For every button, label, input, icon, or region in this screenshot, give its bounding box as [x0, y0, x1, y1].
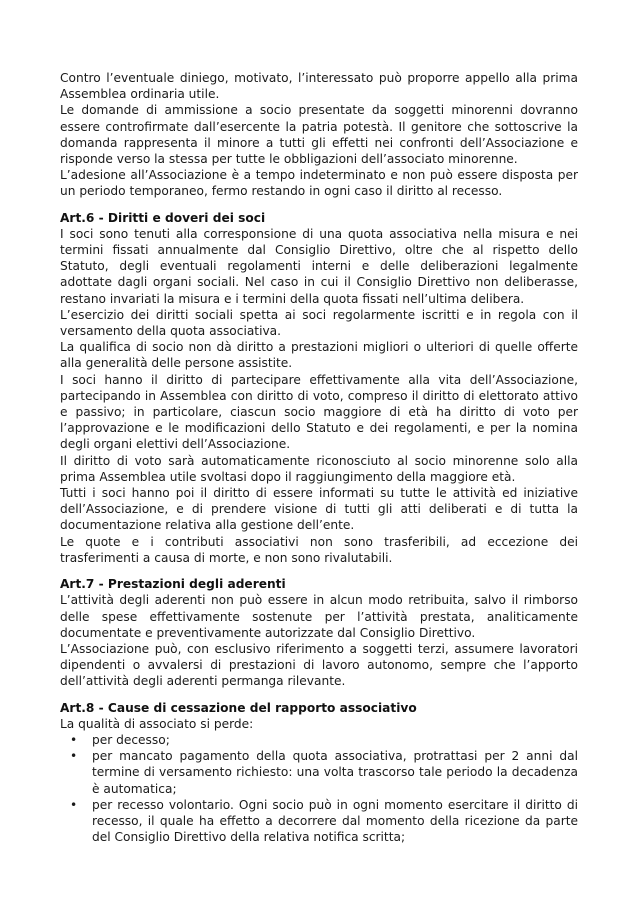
bullet-icon: • [70, 749, 78, 764]
paragraph: L’attività degli aderenti non può essere in alcun modo retribuita, salvo il rimborso delle spese effettivamente sostenute per l’attività prestata, analiticamente documentate e preventivamente autorizzate dal Consiglio Direttivo. [60, 593, 578, 640]
paragraph: La qualifica di socio non dà diritto a prestazioni migliori o ulteriori di quelle offerte alla generalità delle persone assistite. [60, 340, 578, 371]
intro-section [60, 70, 578, 200]
paragraph: L’Associazione può, con esclusivo riferimento a soggetti terzi, assumere lavoratori dipendenti o avvalersi di prestazioni di lavoro autonomo, sempre che l’apporto dell’attività degli aderenti permanga rilevante. [60, 641, 578, 689]
article-7-heading: Art.7 - Prestazioni degli aderenti [60, 577, 286, 592]
article-8-heading: Art.8 - Cause di cessazione del rapporto associativo [60, 700, 417, 715]
paragraph: La qualità di associato si perde: [60, 716, 254, 731]
list-item [70, 797, 578, 846]
paragraph: I soci hanno il diritto di partecipare effettivamente alla vita dell’Associazione, partecipando in Assemblea con diritto di voto, compreso il diritto di elettorato attivo e passivo; in particolare, ciascun socio maggiore di età ha diritto di voto per l’approvazione e le modificazioni dello Statuto e dei regolamenti, e per la nomina degli organi elettivi dell’Associazione. [60, 372, 578, 452]
article-6-heading: Art.6 - Diritti e doveri dei soci [60, 210, 266, 225]
document-page [60, 70, 578, 845]
list-item [70, 732, 578, 748]
list-item-text: per recesso volontario. Ogni socio può in ogni momento esercitare il diritto di recesso, il quale ha effetto a decorrere dal momento della ricezione da parte del Consiglio Direttivo della relativa notifica scritta; [92, 797, 578, 845]
paragraph: I soci sono tenuti alla corresponsione di una quota associativa nella misura e nei termini fissati annualmente dal Consiglio Direttivo, oltre che al rispetto dello Statuto, degli eventuali regolamenti interni e delle deliberazioni legalmente adottate dagli organi sociali. Nel caso in cui il Consiglio Direttivo non deliberasse, restano invariati la misura e i termini della quota fissati nell’ultima delibera. [60, 226, 578, 306]
paragraph: Le domande di ammissione a socio presentate da soggetti minorenni dovranno essere controfirmate dall’esercente la patria potestà. Il genitore che sottoscrive la domanda rappresenta il minore a tutti gli effetti nei confronti dell’Associazione e risponde verso la stessa per tutte le obbligazioni dell’associato minorenne. [60, 103, 578, 167]
list-item [70, 748, 578, 797]
bullet-icon: • [70, 732, 78, 747]
list-item-text: per decesso; [92, 732, 170, 747]
paragraph: Le quote e i contributi associativi non sono trasferibili, ad eccezione dei trasferimenti a causa di morte, e non sono rivalutabili. [60, 534, 578, 565]
bullet-icon: • [70, 797, 78, 812]
article-8 [60, 700, 578, 846]
article-6 [60, 210, 578, 566]
cessation-list [60, 732, 578, 845]
paragraph: Contro l’eventuale diniego, motivato, l’interessato può proporre appello alla prima Assemblea ordinaria utile. [60, 71, 578, 102]
paragraph: L’adesione all’Associazione è a tempo indeterminato e non può essere disposta per un periodo temporaneo, fermo restando in ogni caso il diritto al recesso. [60, 168, 578, 199]
list-item-text: per mancato pagamento della quota associativa, protrattasi per 2 anni dal termine di versamento richiesto: una volta trascorso tale periodo la decadenza è automatica; [92, 749, 578, 796]
paragraph: Il diritto di voto sarà automaticamente riconosciuto al socio minorenne solo alla prima Assemblea utile svoltasi dopo il raggiungimento della maggiore età. [60, 453, 578, 484]
paragraph: Tutti i soci hanno poi il diritto di essere informati su tutte le attività ed iniziative dell’Associazione, e di prendere visione di tutti gli atti deliberati e di tutta la documentazione relativa alla gestione dell’ente. [60, 486, 578, 533]
paragraph: L’esercizio dei diritti sociali spetta ai soci regolarmente iscritti e in regola con il versamento della quota associativa. [60, 307, 578, 339]
article-7 [60, 576, 578, 689]
